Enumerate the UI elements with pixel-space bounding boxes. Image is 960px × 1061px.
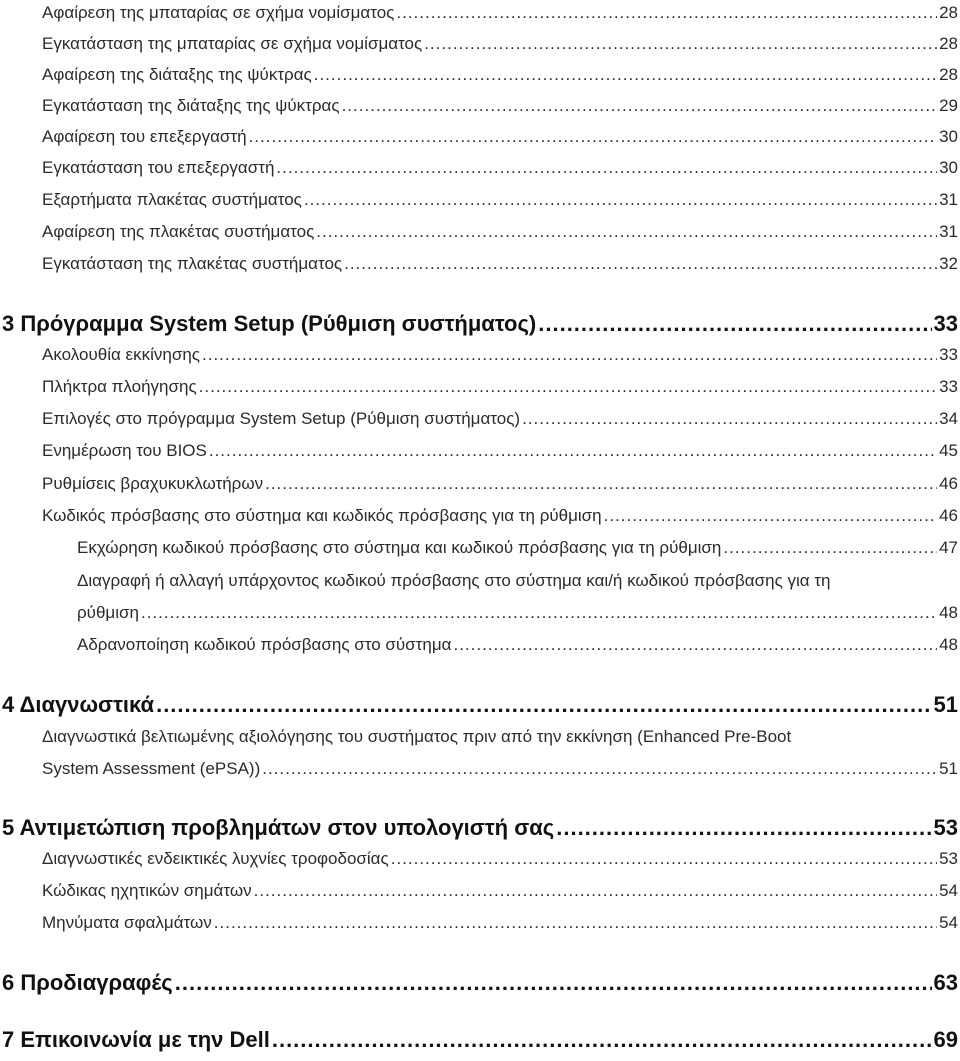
toc-page-number: 34 [939,409,958,428]
toc-page-number: 30 [939,158,958,177]
toc-page-number: 51 [933,692,958,717]
toc-entry-navigation-keys[interactable] [42,374,958,400]
toc-entry-title: Ακολουθία εκκίνησης [42,345,200,364]
toc-page-number: 33 [939,377,958,396]
toc-leader-dots [396,0,937,26]
toc-leader-dots [723,535,937,561]
toc-entry-title: Ρυθμίσεις βραχυκυκλωτήρων [42,474,264,493]
toc-entry-epsa-line1[interactable]: Διαγνωστικά βελτιωμένης αξιολόγησης του συστήματος πριν από την εκκίνηση (Enhanced Pre-Boot [42,727,792,746]
toc-entry-install-heatsink[interactable] [42,93,958,119]
toc-leader-dots [262,756,937,782]
toc-page-number: 47 [939,538,958,557]
toc-entry-title: Αφαίρεση της πλακέτας συστήματος [42,222,315,241]
toc-leader-dots [249,124,938,150]
toc-page-number: 46 [939,474,958,493]
toc-entry-title-continuation: System Assessment (ePSA)) [42,759,261,778]
toc-page-number: 33 [933,311,958,336]
toc-entry-title: Εξαρτήματα πλακέτας συστήματος [42,190,302,209]
toc-leader-dots [156,690,931,720]
toc-page-number: 31 [939,222,958,241]
toc-leader-dots [272,1025,932,1055]
toc-entry-epsa[interactable] [42,756,958,782]
toc-entry-remove-heatsink[interactable] [42,62,958,88]
toc-page-number: 33 [939,345,958,364]
toc-entry-system-board-components[interactable] [42,187,958,213]
toc-leader-dots [175,968,932,998]
toc-entry-title: Εγκατάσταση της μπαταρίας σε σχήμα νομίσματος [42,34,423,53]
toc-entry-beep-codes[interactable] [42,878,958,904]
toc-leader-dots [304,187,937,213]
toc-chapter-title: 5 Αντιμετώπιση προβλημάτων στον υπολογιστή σας [2,815,555,840]
toc-leader-dots [344,251,937,277]
toc-entry-disable-system-password[interactable] [77,632,958,658]
toc-entry-error-messages[interactable] [42,910,958,936]
toc-chapter-title: 3 Πρόγραμμα System Setup (Ρύθμιση συστήματος) [2,311,537,336]
toc-entry-boot-sequence[interactable] [42,342,958,368]
toc-page-number: 28 [939,34,958,53]
toc-entry-title: Μηνύματα σφαλμάτων [42,913,212,932]
toc-page-number: 31 [939,190,958,209]
toc-entry-title: Αφαίρεση της διάταξης της ψύκτρας [42,65,312,84]
toc-entry-title: Εκχώρηση κωδικού πρόσβασης στο σύστημα και κωδικού πρόσβασης για τη ρύθμιση [77,538,722,557]
toc-leader-dots [199,374,937,400]
toc-leader-dots [276,155,937,181]
toc-leader-dots [453,632,937,658]
toc-page-number: 63 [933,970,958,995]
toc-leader-dots [522,406,937,432]
toc-page-number: 53 [939,849,958,868]
toc-chapter-title: 7 Επικοινωνία με την Dell [2,1027,270,1052]
toc-entry-delete-change-password[interactable] [77,600,958,626]
toc-entry-title: Εγκατάσταση της διάταξης της ψύκτρας [42,96,340,115]
toc-entry-title-continuation: ρύθμιση [77,603,139,622]
toc-entry-title: Πλήκτρα πλοήγησης [42,377,197,396]
toc-entry-title: Αφαίρεση του επεξεργαστή [42,127,247,146]
toc-page-number: 28 [939,3,958,22]
toc-entry-install-processor[interactable] [42,155,958,181]
toc-chapter-title: 4 Διαγνωστικά [2,692,155,717]
toc-entry-remove-coin-battery[interactable] [42,0,958,26]
toc-entry-install-system-board[interactable] [42,251,958,277]
toc-entry-title: Επιλογές στο πρόγραμμα System Setup (Ρύθμιση συστήματος) [42,409,521,428]
toc-entry-title: Αφαίρεση της μπαταρίας σε σχήμα νομίσματος [42,3,395,22]
toc-entry-install-coin-battery[interactable] [42,31,958,57]
toc-entry-title: Εγκατάσταση του επεξεργαστή [42,158,275,177]
toc-leader-dots [314,62,937,88]
toc-entry-title: Ενημέρωση του BIOS [42,441,207,460]
toc-entry-title: Κωδικός πρόσβασης στο σύστημα και κωδικός πρόσβασης για τη ρύθμιση [42,506,602,525]
toc-chapter-5-troubleshooting[interactable] [2,813,958,843]
toc-leader-dots [202,342,937,368]
toc-chapter-6-specifications[interactable] [2,968,958,998]
toc-entry-jumper-settings[interactable] [42,471,958,497]
toc-entry-title: Αδρανοποίηση κωδικού πρόσβασης στο σύστημα [77,635,452,654]
toc-chapter-7-contact-dell[interactable] [2,1025,958,1055]
toc-entry-power-led-diagnostics[interactable] [42,846,958,872]
toc-entry-system-setup-options[interactable] [42,406,958,432]
toc-leader-dots [556,813,931,843]
toc-chapter-title: 6 Προδιαγραφές [2,970,173,995]
toc-page-number: 45 [939,441,958,460]
toc-entry-delete-change-password-line1[interactable]: Διαγραφή ή αλλαγή υπάρχοντος κωδικού πρόσβασης στο σύστημα και/ή κωδικού πρόσβασης για τη [77,571,831,590]
toc-leader-dots [254,878,937,904]
toc-page-number: 48 [939,635,958,654]
toc-page-number: 54 [939,881,958,900]
toc-entry-title: Εγκατάσταση της πλακέτας συστήματος [42,254,343,273]
toc-leader-dots [141,600,937,626]
toc-leader-dots [424,31,937,57]
toc-page-number: 30 [939,127,958,146]
toc-chapter-4-diagnostics[interactable] [2,690,958,720]
toc-entry-title: Κώδικας ηχητικών σημάτων [42,881,252,900]
toc-entry-remove-processor[interactable] [42,124,958,150]
toc-leader-dots [604,503,937,529]
toc-page-number: 32 [939,254,958,273]
toc-leader-dots [214,910,937,936]
toc-page-number: 69 [933,1027,958,1052]
toc-page-number: 28 [939,65,958,84]
toc-page-number: 29 [939,96,958,115]
toc-page-number: 51 [939,759,958,778]
toc-page-number: 46 [939,506,958,525]
toc-leader-dots [342,93,938,119]
toc-entry-system-and-setup-password[interactable] [42,503,958,529]
toc-page-number: 48 [939,603,958,622]
toc-entry-remove-system-board[interactable] [42,219,958,245]
toc-leader-dots [265,471,937,497]
toc-leader-dots [316,219,937,245]
toc-leader-dots [538,309,931,339]
toc-leader-dots [391,846,937,872]
toc-page-number: 54 [939,913,958,932]
toc-entry-update-bios[interactable] [42,438,958,464]
toc-chapter-3-system-setup[interactable] [2,309,958,339]
toc-entry-assign-passwords[interactable] [77,535,958,561]
toc-leader-dots [209,438,937,464]
toc-page-number: 53 [933,815,958,840]
toc-entry-title: Διαγνωστικές ενδεικτικές λυχνίες τροφοδοσίας [42,849,389,868]
